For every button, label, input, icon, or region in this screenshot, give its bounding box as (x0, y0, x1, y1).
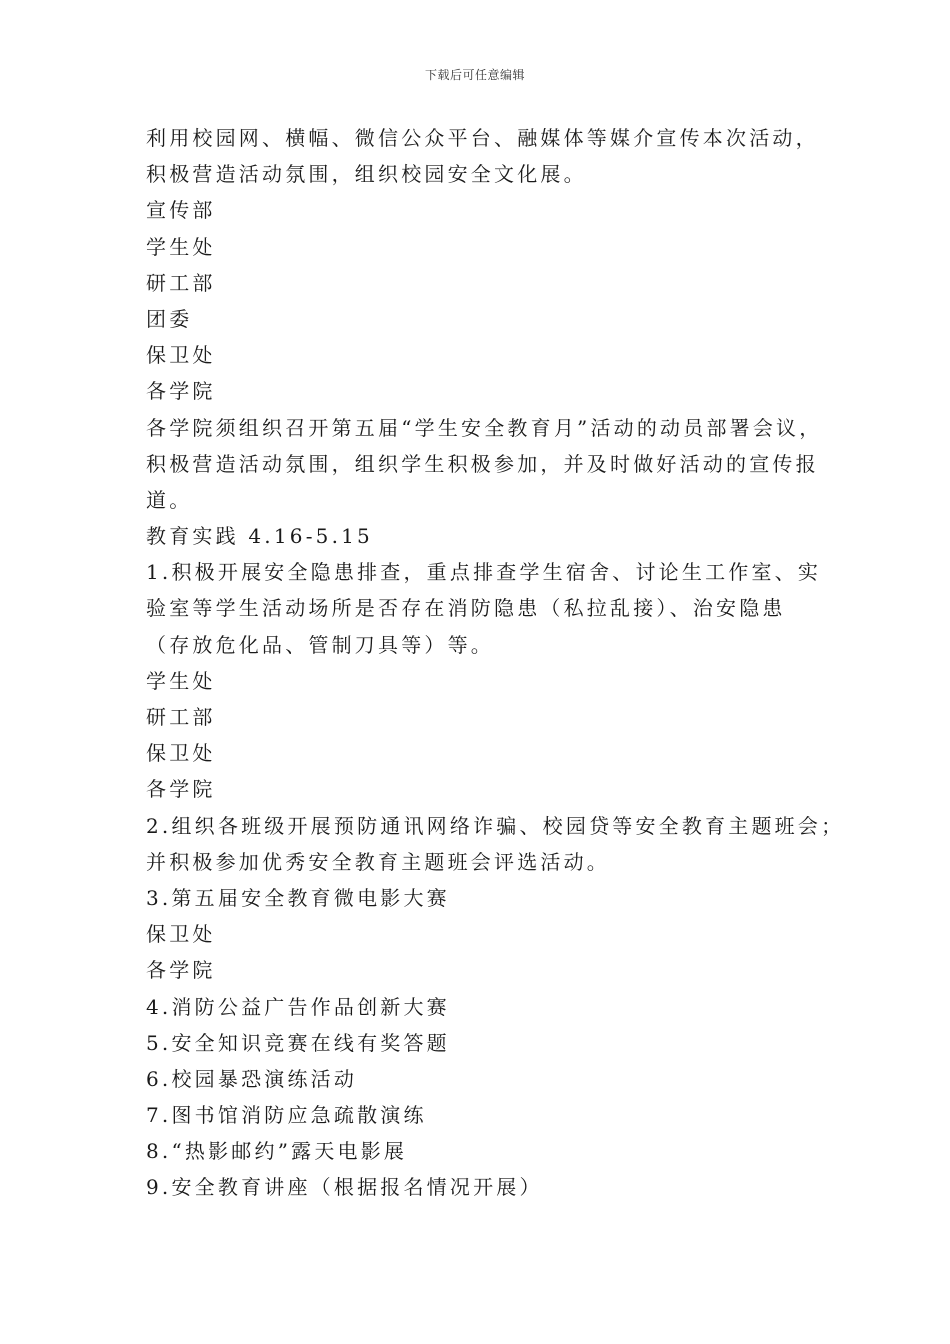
page-header: 下载后可任意编辑 (424, 68, 525, 82)
text-line: 道。 (146, 487, 193, 512)
text-line: 各学院 (146, 958, 216, 983)
text-line: 各学院须组织召开第五届“学生安全教育月”活动的动员部署会议， (146, 415, 823, 440)
text-line: 验室等学生活动场所是否存在消防隐患（私拉乱接）、治安隐患 (146, 596, 786, 621)
text-line: 各学院 (146, 777, 216, 802)
text-line: 1.积极开展安全隐患排查，重点排查学生宿舍、讨论生工作室、实 (146, 560, 822, 585)
text-line: 教育实践 4.16-5.15 (146, 524, 373, 549)
text-line: 团委 (146, 306, 193, 331)
text-line: 研工部 (146, 270, 216, 295)
text-line: 9.安全教育讲座（根据报名情况开展） (146, 1175, 543, 1200)
text-line: 4.消防公益广告作品创新大赛 (146, 994, 450, 1019)
text-line: 研工部 (146, 705, 216, 729)
text-line: 并积极参加优秀安全教育主题班会评选活动。 (146, 849, 610, 874)
text-line: 7.图书馆消防应急疏散演练 (146, 1103, 427, 1128)
text-line: 积极营造活动氛围，组织校园安全文化展。 (146, 162, 587, 187)
text-line: 2.组织各班级开展预防通讯网络诈骗、校园贷等安全教育主题班会； (146, 813, 845, 838)
text-line: 各学院 (146, 379, 216, 404)
text-line: 利用校园网、横幅、微信公众平台、融媒体等媒介宣传本次活动， (146, 126, 819, 150)
text-line: 保卫处 (146, 343, 216, 368)
text-line: 5.安全知识竞赛在线有奖答题 (146, 1030, 450, 1055)
text-line: 8.“热影邮约”露天电影展 (146, 1139, 408, 1164)
text-line: 6.校园暴恐演练活动 (146, 1066, 358, 1091)
document-body (146, 120, 845, 1206)
text-line: 保卫处 (146, 741, 216, 766)
text-line: 积极营造活动氛围，组织学生积极参加，并及时做好活动的宣传报 (146, 451, 819, 476)
text-line: 学生处 (146, 234, 216, 259)
text-line: （存放危化品、管制刀具等）等。 (146, 632, 494, 657)
text-line: 3.第五届安全教育微电影大赛 (146, 885, 450, 910)
text-line: 学生处 (146, 668, 216, 693)
text-line: 宣传部 (146, 198, 216, 223)
text-line: 保卫处 (146, 922, 216, 947)
